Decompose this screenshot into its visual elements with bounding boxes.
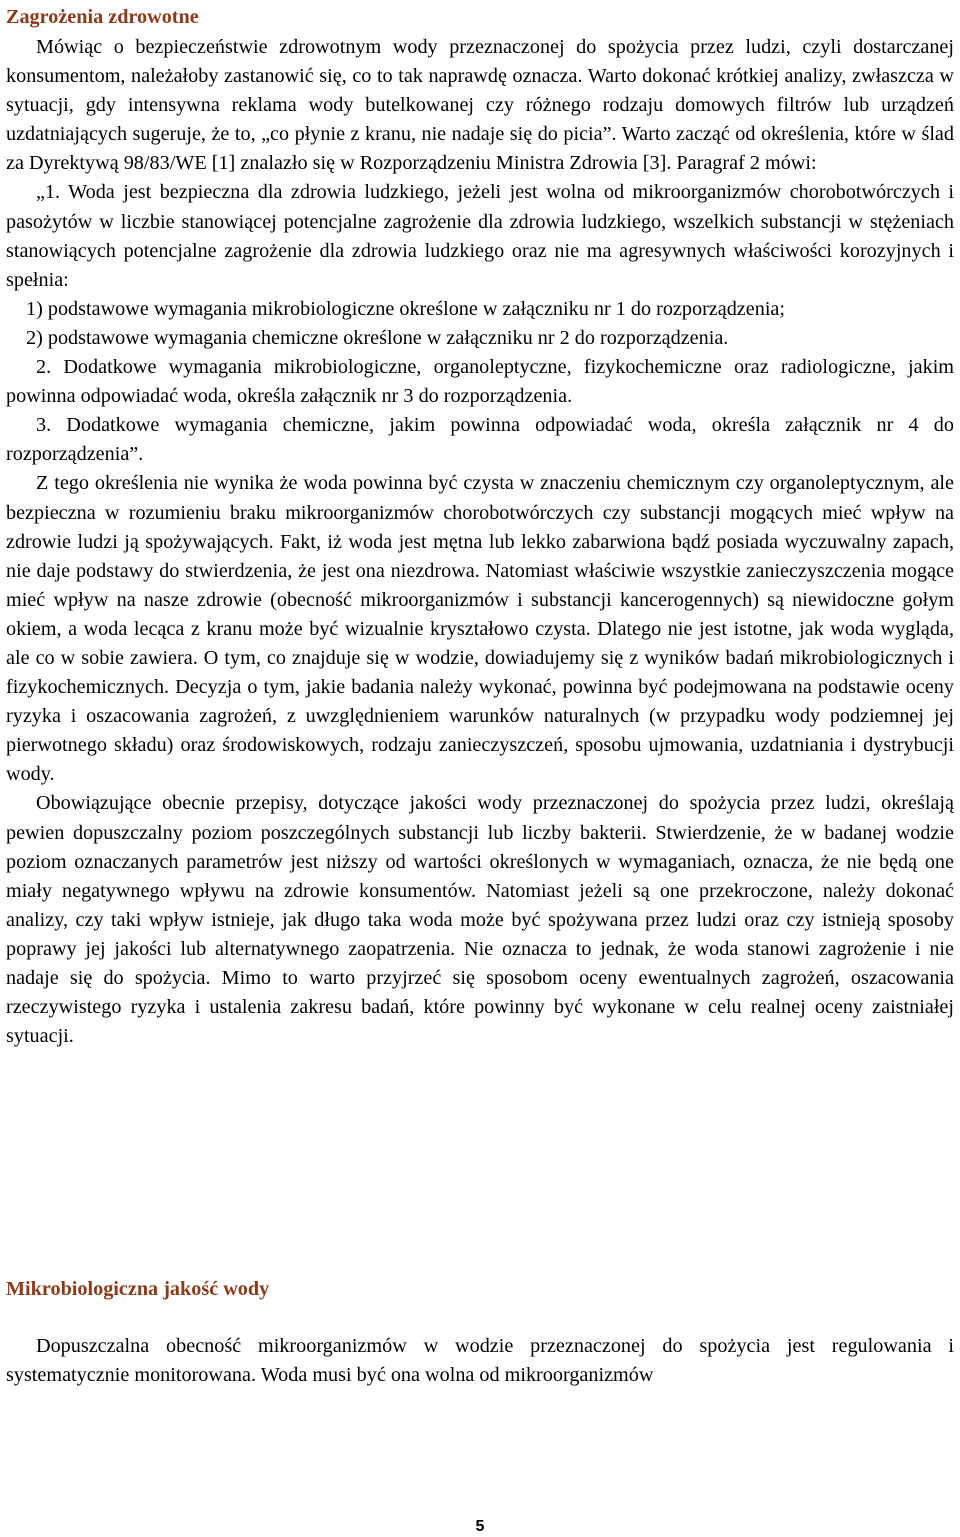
body-paragraph: Dopuszczalna obecność mikroorganizmów w wodzie przeznaczonej do spożycia jest regulowania i systematycznie monitorowana. Woda musi być ona wolna od mikroorganizmów (6, 1335, 954, 1387)
intro-paragraph: Mówiąc o bezpieczeństwie zdrowotnym wody przeznaczonej do spożycia przez ludzi, czyli dostarczanej konsumentom, należałoby zastanowić się, co to tak naprawdę oznacza. Warto dokonać krótkiej analizy, zwłaszcza w sytuacji, gdy intensywna reklama wody butelkowanej czy różnego rodzaju domowych filtrów lub urządzeń uzdatniających sugeruje, że to, „co płynie z kranu, nie nadaje się do picia”. Warto zacząć od określenia, które w ślad za Dyrektywą 98/83/WE [1] znalazło się w Rozporządzeniu Ministra Zdrowia [3]. Paragraf 2 mówi: (6, 36, 954, 175)
page-number: 5 (475, 1518, 485, 1535)
section-body-health-hazards (6, 33, 954, 1051)
regulation-quote-point-3: 3. Dodatkowe wymagania chemiczne, jakim powinna odpowiadać woda, określa załącznik nr 4 do rozporządzenia”. (6, 414, 954, 466)
list-item: 1) podstawowe wymagania mikrobiologiczne określone w załączniku nr 1 do rozporządzenia; (26, 297, 786, 320)
section-heading-microbiological-quality: Mikrobiologiczna jakość wody (6, 1278, 270, 1300)
body-paragraph: Obowiązujące obecnie przepisy, dotyczące jakości wody przeznaczonej do spożycia przez ludzi, określają pewien dopuszczalny poziom poszczególnych substancji lub liczby bakterii. Stwierdzenie, że w badanej wodzie poziom oznaczanych parametrów jest niższy od wartości określonych w wymaganiach, oznacza, że nie będą one miały negatywnego wpływu na zdrowie konsumentów. Natomiast jeżeli są one przekroczone, należy dokonać analizy, czy taki wpływ istnieje, jak długo taka woda może być spożywana przez ludzi oraz czy istnieją sposoby poprawy jej jakości lub alternatywnego zaopatrzenia. Nie oznacza to jednak, że woda stanowi zagrożenie i nie nadaje się do spożycia. Mimo to warto przyjrzeć się sposobom oceny ewentualnych zagrożeń, oszacowania rzeczywistego ryzyka i ustalenia zakresu badań, które powinny być wykonane w celu realnej oceny zaistniałej sytuacji. (6, 792, 954, 1048)
list-item: 2) podstawowe wymagania chemiczne określone w załączniku nr 2 do rozporządzenia. (26, 326, 729, 349)
section-body-microbiological-quality (6, 1332, 954, 1390)
regulation-quote-point-1: „1. Woda jest bezpieczna dla zdrowia ludzkiego, jeżeli jest wolna od mikroorganizmów chorobotwórczych i pasożytów w liczbie stanowiącej potencjalne zagrożenie dla zdrowia ludzkiego, wszelkich substancji w stężeniach stanowiących potencjalne zagrożenie dla zdrowia ludzkiego oraz nie ma agresywnych właściwości korozyjnych i spełnia: (6, 181, 954, 291)
section-heading-health-hazards: Zagrożenia zdrowotne (6, 6, 199, 28)
requirements-list (6, 295, 954, 353)
body-paragraph: Z tego określenia nie wynika że woda powinna być czysta w znaczeniu chemicznym czy organoleptycznym, ale bezpieczna w rozumieniu braku mikroorganizmów chorobotwórczych czy substancji mogących mieć wpływ na zdrowie ludzi ją spożywających. Fakt, iż woda jest mętna lub lekko zabarwiona bądź posiada wyczuwalny zapach, nie daje podstawy do stwierdzenia, że jest ona niezdrowa. Natomiast właściwie wszystkie zanieczyszczenia mogące mieć wpływ na nasze zdrowie (obecność mikroorganizmów i substancji kancerogennych) są niewidoczne gołym okiem, a woda lecąca z kranu może być wizualnie kryształowo czysta. Dlatego nie jest istotne, jak woda wygląda, ale co w sobie zawiera. O tym, co znajduje się w wodzie, dowiadujemy się z wyników badań mikrobiologicznych i fizykochemicznych. Decyzja o tym, jakie badania należy wykonać, powinna być podejmowana na podstawie oceny ryzyka i oszacowania zagrożeń, z uwzględnieniem warunków naturalnych (w przypadku wody podziemnej jej pierwotnego składu) oraz środowiskowych, rodzaju zanieczyszczeń, sposobu ujmowania, uzdatniania i dystrybucji wody. (6, 472, 954, 786)
regulation-quote-point-2: 2. Dodatkowe wymagania mikrobiologiczne, organoleptyczne, fizykochemiczne oraz radiologiczne, jakim powinna odpowiadać woda, określa załącznik nr 3 do rozporządzenia. (6, 356, 954, 408)
